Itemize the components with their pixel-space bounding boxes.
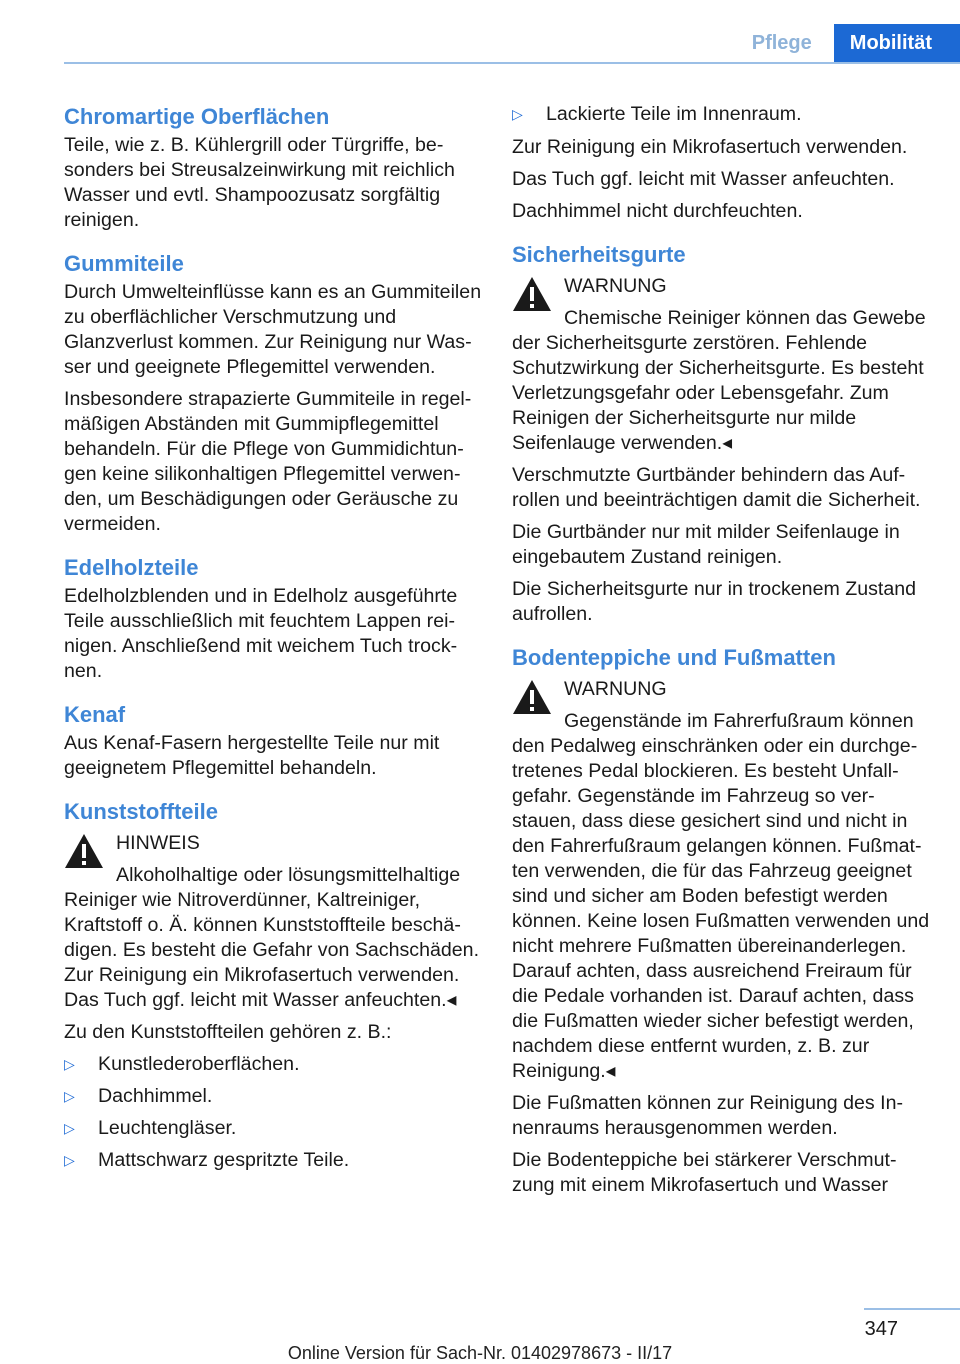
page-number: 347 bbox=[864, 1318, 898, 1340]
notice-label: HINWEIS bbox=[116, 832, 200, 854]
bullet-list bbox=[64, 1052, 482, 1173]
notice-text: Reiniger wie Nitroverdünner, Kaltreiniger, Kraftstoff o. Ä. können Kunststoffteile beschädigen. Es besteht die Gefahr von Sachschäden. Zur Reinigung ein Mikrofasertuch verwenden. Das Tuch ggf. leicht mit Wasser anfeuchten.◂ bbox=[64, 889, 480, 1011]
list-item: ▷ Dachhimmel. bbox=[64, 1085, 213, 1107]
warning-box bbox=[512, 677, 932, 1084]
section-heading-gurte: Sicherheitsgurte bbox=[512, 242, 686, 267]
paragraph: Zu den Kunststoffteilen gehören z. B.: bbox=[64, 1021, 392, 1043]
paragraph: Das Tuch ggf. leicht mit Wasser anfeuchten. bbox=[512, 168, 895, 190]
footer-rule bbox=[864, 1308, 960, 1310]
paragraph: Die Sicherheitsgurte nur in trockenem Zustand aufrollen. bbox=[512, 578, 917, 625]
notice-text-first-line: Alkoholhaltige oder lösungsmittelhaltige bbox=[116, 864, 461, 886]
triangle-bullet-icon: ▷ bbox=[512, 106, 523, 122]
triangle-bullet-icon: ▷ bbox=[64, 1120, 75, 1136]
warning-text-first-line: Chemische Reiniger können das Gewebe bbox=[564, 307, 926, 329]
bullet-list bbox=[512, 102, 932, 127]
paragraph: Durch Umwelteinflüsse kann es an Gummiteilen zu oberflächlicher Verschmutzung und Glanzverlust kommen. Zur Reinigung nur Wasser und geeignete Pflegemittel verwenden. bbox=[64, 281, 482, 378]
list-item: ▷ Kunstlederoberflächen. bbox=[64, 1053, 300, 1075]
warning-triangle-icon bbox=[64, 833, 104, 869]
paragraph: Dachhimmel nicht durchfeuchten. bbox=[512, 200, 803, 222]
section-heading-kenaf: Kenaf bbox=[64, 702, 126, 727]
list-item: ▷ Mattschwarz gespritzte Teile. bbox=[64, 1149, 350, 1171]
paragraph: Zur Reinigung ein Mikrofasertuch verwenden. bbox=[512, 136, 908, 158]
warning-triangle-icon bbox=[512, 276, 552, 312]
paragraph: Teile, wie z. B. Kühlergrill oder Türgriffe, besonders bei Streusalzeinwirkung mit reichlich Wasser und evtl. Shampoozusatz sorgfältig reinigen. bbox=[64, 134, 455, 231]
paragraph: Die Fußmatten können zur Reinigung des Innenraums herausgenommen werden. bbox=[512, 1092, 904, 1139]
paragraph: Verschmutzte Gurtbänder behindern das Aufrollen und beeinträchtigen damit die Sicherheit. bbox=[512, 464, 921, 511]
warning-label: WARNUNG bbox=[564, 275, 667, 297]
tab-pflege[interactable]: Pflege bbox=[751, 32, 812, 54]
paragraph: Edelholzblenden und in Edelholz ausgeführte Teile ausschließlich mit feuchtem Lappen reinigen. Anschließend mit weichem Tuch trocknen. bbox=[64, 585, 458, 682]
section-heading-kunststoff: Kunststoffteile bbox=[64, 799, 218, 824]
warning-text-first-line: Gegenstände im Fahrerfußraum können bbox=[564, 710, 914, 732]
triangle-bullet-icon: ▷ bbox=[64, 1056, 75, 1072]
list-item: ▷ Lackierte Teile im Innenraum. bbox=[512, 103, 802, 125]
paragraph: Insbesondere strapazierte Gummiteile in regelmäßigen Abständen mit Gummipflegemittel behandeln. Für die Pflege von Gummidichtungen keine silikonhaltigen Pflegemittel verwenden, um Beschädigungen oder Geräusche zu vermeiden. bbox=[64, 388, 472, 535]
warning-text: den Pedalweg einschränken oder ein durchgetretenes Pedal blockieren. Es besteht Unfallgefahr. Gegenstände im Fahrzeug so verstauen, dass diese gesichert sind und nicht in den Fahrerfußraum gelangen können. Fußmatten verwenden, die für das Fahrzeug geeignet sind und sicher am Boden befestigt werden können. Keine losen Fußmatten verwenden und nicht mehrere Fußmatten übereinanderlegen. Darauf achten, dass ausreichend Freiraum für die Pedale vorhanden ist. Darauf achten, dass die Fußmatten wieder sicher befestigt werden, nachdem diese entfernt wurden, z. B. zur Reinigung.◂ bbox=[512, 735, 930, 1082]
notice-box bbox=[64, 831, 482, 1013]
warning-label: WARNUNG bbox=[564, 678, 667, 700]
tab-mobilitaet[interactable]: Mobilität bbox=[834, 24, 960, 62]
footer-text: Online Version für Sach-Nr. 01402978673 - II/17 bbox=[287, 1343, 673, 1363]
header-rule bbox=[64, 62, 960, 64]
section-heading-gummi: Gummiteile bbox=[64, 251, 184, 276]
paragraph: Die Bodenteppiche bei stärkerer Verschmutzung mit einem Mikrofasertuch und Wasser bbox=[512, 1149, 897, 1196]
section-heading-edelholz: Edelholzteile bbox=[64, 555, 199, 580]
triangle-bullet-icon: ▷ bbox=[64, 1152, 75, 1168]
warning-box bbox=[512, 274, 932, 456]
paragraph: Aus Kenaf-Fasern hergestellte Teile nur mit geeignetem Pflegemittel behandeln. bbox=[64, 732, 440, 779]
right-column bbox=[512, 102, 932, 1205]
section-heading-bodenteppiche: Bodenteppiche und Fußmatten bbox=[512, 645, 836, 670]
chapter-tabs bbox=[730, 24, 960, 62]
section-heading-chrom: Chromartige Oberflächen bbox=[64, 104, 330, 129]
warning-triangle-icon bbox=[512, 679, 552, 715]
left-column bbox=[64, 102, 482, 1181]
list-item: ▷ Leuchtengläser. bbox=[64, 1117, 237, 1139]
warning-text: der Sicherheitsgurte zerstören. Fehlende Schutzwirkung der Sicherheitsgurte. Es besteht Verletzungsgefahr oder Lebensgefahr. Zum Reinigen der Sicherheitsgurte nur milde Seifenlauge verwenden.◂ bbox=[512, 332, 924, 454]
paragraph: Die Gurtbänder nur mit milder Seifenlauge in eingebautem Zustand reinigen. bbox=[512, 521, 900, 568]
triangle-bullet-icon: ▷ bbox=[64, 1088, 75, 1104]
